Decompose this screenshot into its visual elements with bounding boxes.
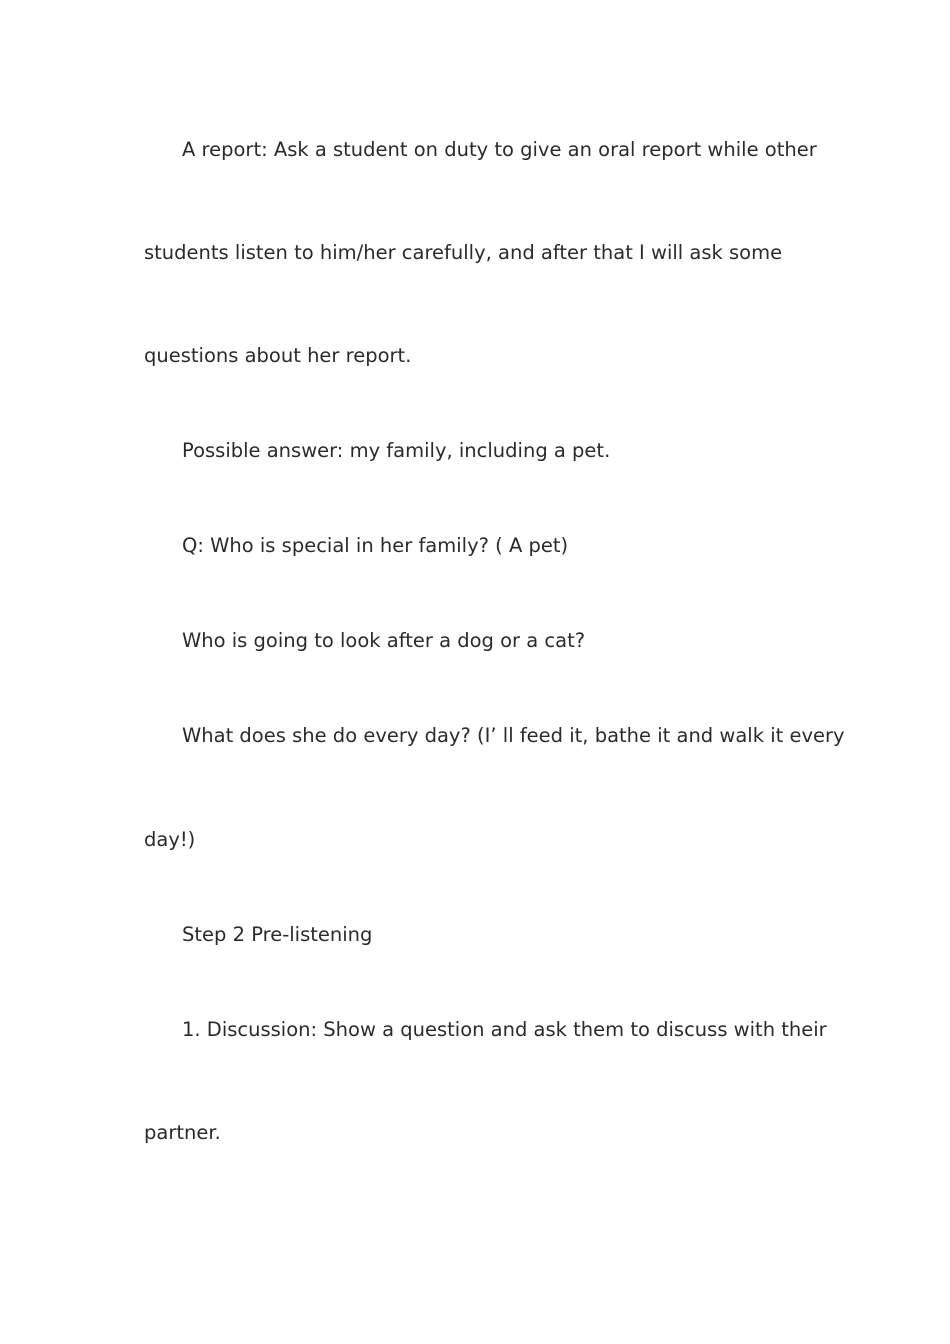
paragraph-report-line-3: questions about her report.	[144, 344, 412, 367]
paragraph-report-line-1: A report: Ask a student on duty to give an oral report while other	[182, 138, 817, 161]
question-look-after-line: Who is going to look after a dog or a cat?	[182, 629, 586, 652]
discussion-line-1: 1. Discussion: Show a question and ask them to discuss with their	[182, 1018, 827, 1041]
paragraph-report-line-2: students listen to him/her carefully, and after that I will ask some	[144, 241, 783, 264]
discussion-line-2: partner.	[144, 1121, 221, 1144]
question-every-day-line-1: What does she do every day? (I’ ll feed it, bathe it and walk it every	[182, 724, 845, 747]
question-special-line: Q: Who is special in her family? ( A pet)	[182, 534, 569, 557]
step-heading: Step 2 Pre-listening	[182, 923, 373, 946]
possible-answer-line: Possible answer: my family, including a pet.	[182, 439, 611, 462]
question-every-day-line-2: day!)	[144, 828, 196, 851]
